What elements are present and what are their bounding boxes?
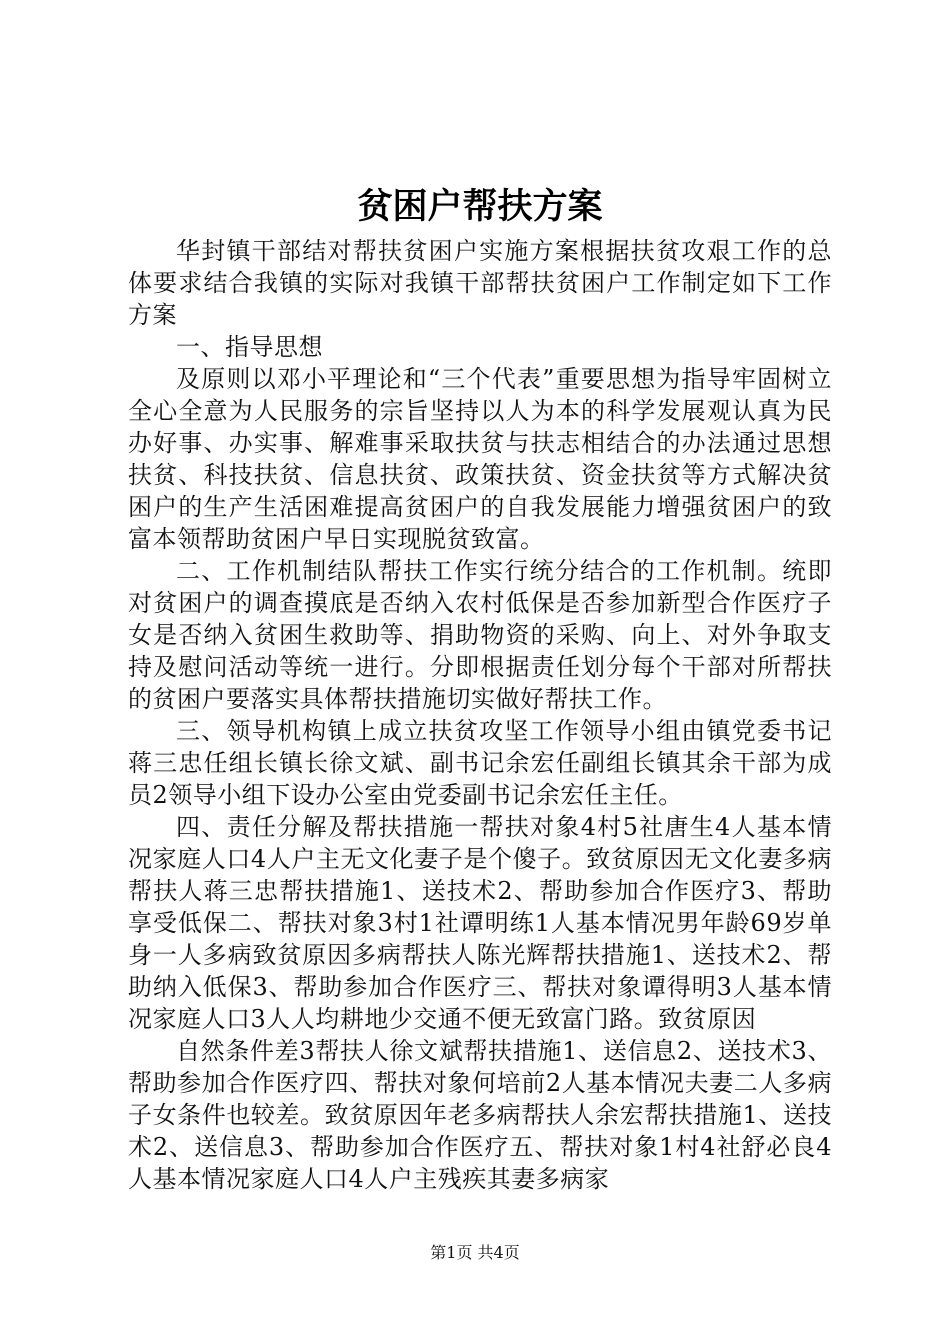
paragraph-continued: 自然条件差3帮扶人徐文斌帮扶措施1、送信息2、送技术3、帮助参加合作医疗四、帮扶对象何培前2人基本情况夫妻二人多病子女条件也较差。致贫原因年老多病帮扶人余宏帮扶措施1、送技术2、送信息3、帮助参加合作医疗五、帮扶对象1村4社舒必良4人基本情况家庭人口4人户主残疾其妻多病家 — [128, 1037, 832, 1193]
paragraph-work-mechanism: 二、工作机制结队帮扶工作实行统分结合的工作机制。统即对贫困户的调查摸底是否纳入农村低保是否参加新型合作医疗子女是否纳入贫困生救助等、捐助物资的采购、向上、对外争取支持及慰问活动等统一进行。分即根据责任划分每个干部对所帮扶的贫困户要落实具体帮扶措施切实做好帮扶工作。 — [128, 557, 832, 713]
page-number-footer: 第1页 共4页 — [430, 1243, 520, 1262]
paragraph-intro: 华封镇干部结对帮扶贫困户实施方案根据扶贫攻艰工作的总体要求结合我镇的实际对我镇干部帮扶贫困户工作制定如下工作方案 — [128, 237, 832, 329]
paragraph-responsibilities: 四、责任分解及帮扶措施一帮扶对象4村5社唐生4人基本情况家庭人口4人户主无文化妻子是个傻子。致贫原因无文化妻多病帮扶人蒋三忠帮扶措施1、送技术2、帮助参加合作医疗3、帮助享受低保二、帮扶对象3村1社谭明练1人基本情况男年龄69岁单身一人多病致贫原因多病帮扶人陈光辉帮扶措施1、送技术2、帮助纳入低保3、帮助参加合作医疗三、帮扶对象谭得明3人基本情况家庭人口3人人均耕地少交通不便无致富门路。致贫原因 — [128, 813, 832, 1033]
document-title: 贫困户帮扶方案 — [357, 186, 603, 227]
paragraph-guiding-principles: 及原则以邓小平理论和“三个代表”重要思想为指导牢固树立全心全意为人民服务的宗旨坚持以人为本的科学发展观认真为民办好事、办实事、解难事采取扶贫与扶志相结合的办法通过思想扶贫、科技扶贫、信息扶贫、政策扶贫、资金扶贫等方式解决贫困户的生产生活困难提高贫困户的自我发展能力增强贫困户的致富本领帮助贫困户早日实现脱贫致富。 — [128, 365, 832, 553]
paragraph-section-1-heading: 一、指导思想 — [176, 333, 323, 361]
document-page — [128, 183, 832, 1195]
paragraph-leadership: 三、领导机构镇上成立扶贫攻坚工作领导小组由镇党委书记蒋三忠任组长镇长徐文斌、副书记余宏任副组长镇其余干部为成员2领导小组下设办公室由党委副书记余宏任主任。 — [128, 717, 832, 809]
